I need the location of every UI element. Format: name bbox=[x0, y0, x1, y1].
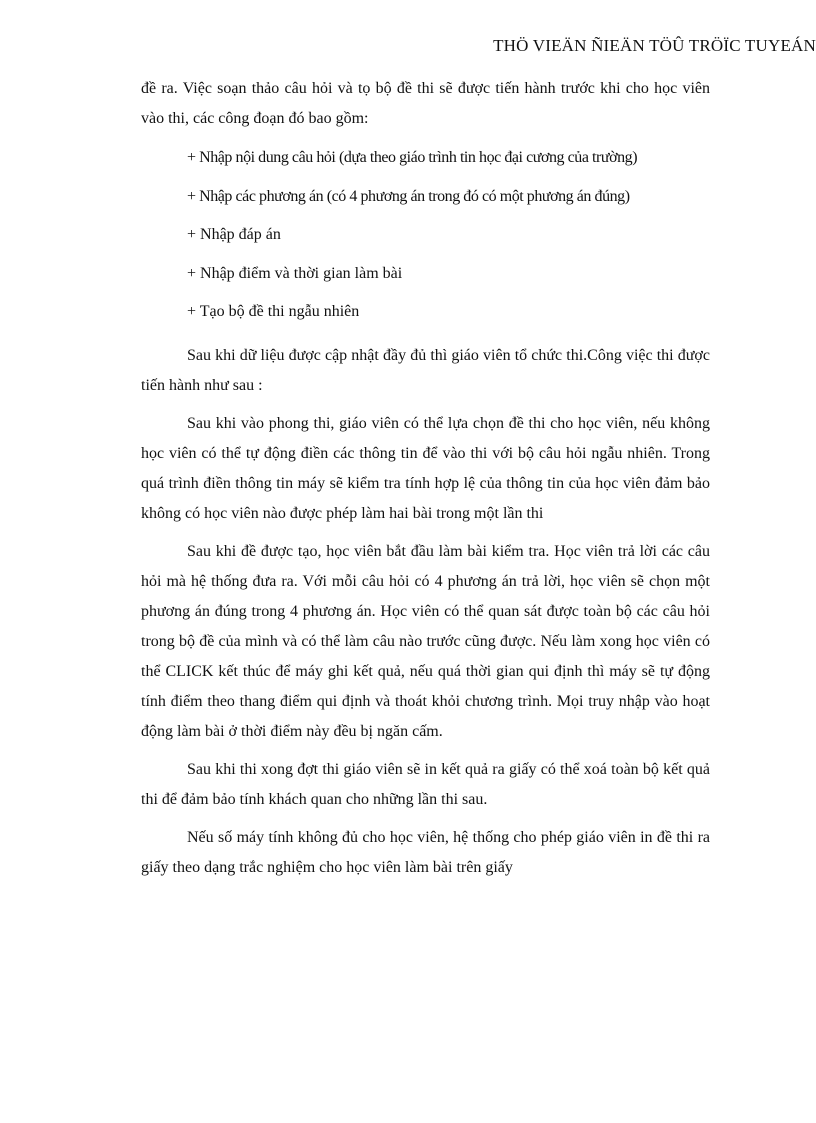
intro-paragraph: đề ra. Việc soạn thảo câu hỏi và tọ bộ đề thi sẽ được tiến hành trước khi cho học viên vào thi, các công đoạn đó bao gồm: bbox=[141, 80, 710, 127]
list-item: + Nhập nội dung câu hỏi (dựa theo giáo trình tin học đại cương của trường) bbox=[187, 149, 638, 166]
list-item: + Nhập đáp án bbox=[187, 226, 281, 243]
page-header: THÖ VIEÄN ÑIEÄN TÖÛ TRÖÏC TUYEÁN bbox=[493, 36, 816, 55]
paragraph-exam-entry: Sau khi vào phong thi, giáo viên có thể lựa chọn đề thi cho học viên, nếu không học viên có thể tự động điền các thông tin để vào thi với bộ câu hỏi ngẫu nhiên. Trong quá trình điền thông tin máy sẽ kiểm tra tính hợp lệ của thông tin của học viên đảm bảo không có học viên nào được phép làm hai bài trong một lần thi bbox=[141, 414, 710, 522]
document-body bbox=[141, 74, 710, 883]
steps-list bbox=[141, 139, 710, 332]
list-item: + Tạo bộ đề thi ngẫu nhiên bbox=[187, 303, 360, 320]
paragraph-exam-results: Sau khi thi xong đợt thi giáo viên sẽ in kết quả ra giấy có thể xoá toàn bộ kết quả thi để đảm bảo tính khách quan cho những lần thi sau. bbox=[141, 760, 710, 808]
paragraph-exam-setup: Sau khi dữ liệu được cập nhật đầy đủ thì giáo viên tổ chức thi.Công việc thi được tiến hành như sau : bbox=[141, 346, 710, 394]
paragraph-exam-process: Sau khi đề được tạo, học viên bắt đầu làm bài kiểm tra. Học viên trả lời các câu hỏi mà hệ thống đưa ra. Với mỗi câu hỏi có 4 phương án trả lời, học viên sẽ chọn một phương án đúng trong 4 phương án. Học viên có thể quan sát được toàn bộ các câu hỏi trong bộ đề của mình và có thể làm câu nào trước cũng được. Nếu làm xong học viên có thể CLICK kết thúc để máy ghi kết quả, nếu quá thời gian qui định thì máy sẽ tự động tính điểm theo thang điểm qui định và thoát khỏi chương trình. Mọi truy nhập vào hoạt động làm bài ở thời điểm này đều bị ngăn cấm. bbox=[141, 542, 710, 740]
list-item: + Nhập các phương án (có 4 phương án trong đó có một phương án đúng) bbox=[187, 187, 630, 205]
list-item: + Nhập điểm và thời gian làm bài bbox=[187, 264, 403, 282]
paragraph-paper-exam: Nếu số máy tính không đủ cho học viên, hệ thống cho phép giáo viên in đề thi ra giấy theo dạng trắc nghiệm cho học viên làm bài trên giấy bbox=[141, 828, 710, 876]
